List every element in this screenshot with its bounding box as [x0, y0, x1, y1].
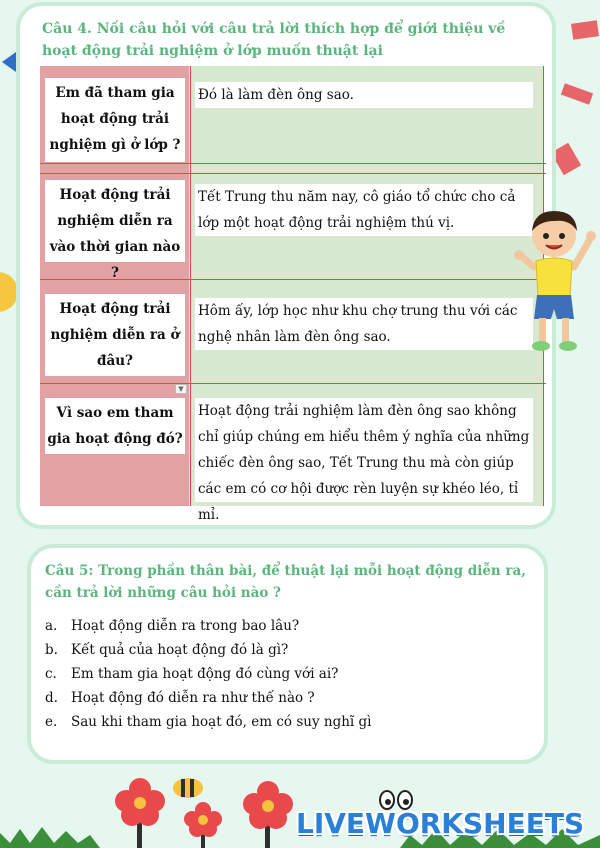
question5-card [27, 544, 548, 764]
option-text: Hoạt động đó diễn ra như thế nào ? [71, 690, 315, 706]
question4-title: Câu 4. Nối câu hỏi với câu trả lời thích hợp để giới thiệu về hoạt động trải nghiệm ở lớp muốn thuật lại [42, 21, 506, 59]
decor-stripe [571, 20, 599, 39]
question-item-1[interactable]: Em đã tham gia hoạt động trải nghiệm gì ở lớp ? [45, 78, 185, 162]
option-letter: b. [45, 642, 58, 658]
option-text: Em tham gia hoạt động đó cùng với ai? [71, 666, 339, 682]
match-line [40, 163, 546, 164]
option-item[interactable] [45, 688, 315, 708]
flower-icon [180, 800, 226, 848]
option-letter: e. [45, 714, 58, 730]
option-item[interactable] [45, 712, 371, 732]
column-divider [190, 66, 191, 506]
decor-triangle [2, 52, 16, 72]
option-text: Kết quả của hoạt động đó là gì? [71, 642, 289, 658]
answer-item-2[interactable]: Tết Trung thu năm nay, cô giáo tổ chức cho cả lớp một hoạt động trải nghiệm thú vị. [195, 184, 533, 236]
bee-icon [170, 774, 206, 800]
answer-item-3[interactable]: Hôm ấy, lớp học như khu chợ trung thu với các nghệ nhân làm đèn ông sao. [195, 298, 533, 350]
option-item[interactable] [45, 640, 288, 660]
flower-icon [110, 775, 170, 848]
matching-grid [40, 66, 546, 523]
question-item-2[interactable]: Hoạt động trải nghiệm diễn ra vào thời gian nào ? [45, 180, 185, 262]
boy-illustration [512, 205, 600, 360]
answer-item-4[interactable]: Hoạt động trải nghiệm làm đèn ông sao không chỉ giúp chúng em hiểu thêm ý nghĩa của những chiếc đèn ông sao, Tết Trung thu mà còn giúp các em có cơ hội được rèn luyện sự khéo léo, tỉ mỉ. [195, 398, 533, 502]
match-line [40, 173, 546, 174]
option-letter: c. [45, 666, 57, 682]
option-item[interactable] [45, 616, 299, 636]
flower-icon [238, 778, 298, 848]
option-letter: a. [45, 618, 58, 634]
match-line [40, 383, 546, 384]
option-text: Hoạt động diễn ra trong bao lâu? [71, 618, 300, 634]
question-item-4[interactable]: Vì sao em tham gia hoạt động đó? [45, 398, 185, 454]
decor-stripe [561, 83, 593, 105]
question-item-3[interactable]: Hoạt động trải nghiệm diễn ra ở đâu? [45, 294, 185, 376]
answer-item-1[interactable]: Đó là làm đèn ông sao. [195, 82, 533, 108]
option-item[interactable] [45, 664, 338, 684]
option-letter: d. [45, 690, 58, 706]
liveworksheets-logo[interactable]: LIVEWORKSHEETS [296, 807, 585, 840]
question5-title: Câu 5: Trong phần thân bài, để thuật lại mỗi hoạt động diễn ra, cần trả lời những câu hỏi nào ? [45, 563, 526, 601]
option-text: Sau khi tham gia hoạt đó, em có suy nghĩ gì [71, 714, 372, 730]
dropdown-toggle-icon[interactable]: ▼ [175, 384, 187, 394]
question4-card [16, 2, 556, 529]
